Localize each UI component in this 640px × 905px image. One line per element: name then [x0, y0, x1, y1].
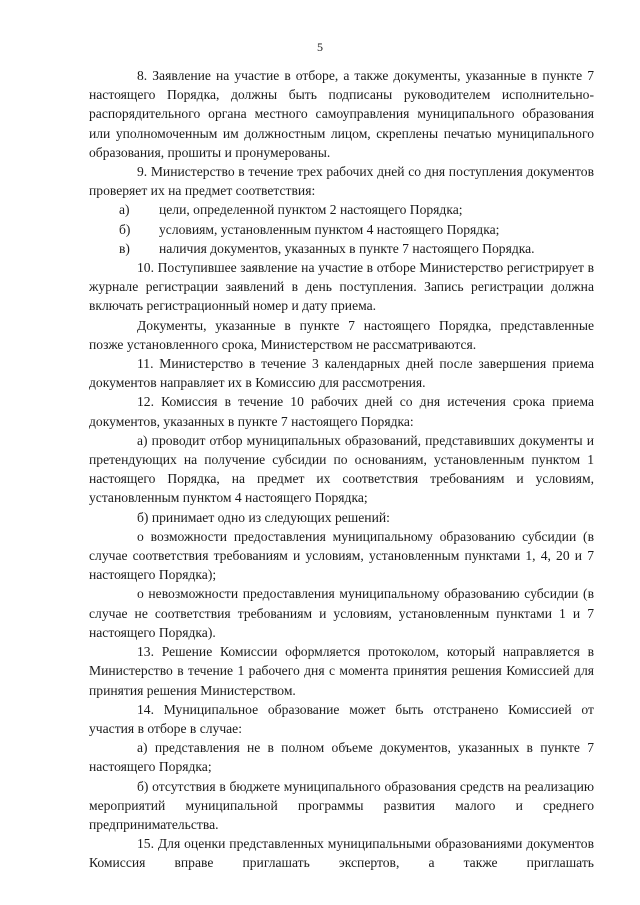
list-item [89, 200, 594, 219]
paragraph-8: 8. Заявление на участие в отборе, а также документы, указанные в пункте 7 настоящего Порядка, должны быть подписаны руководителем исполнительно-распорядительного органа местного самоуправления муниципального образования или уполномоченным им должностным лицом, скреплены печатью муниципального образования, прошиты и пронумерованы. [89, 68, 594, 160]
paragraph-12-b: б) принимает одно из следующих решений: [137, 509, 390, 525]
paragraph-14-a: а) представления не в полном объеме документов, указанных в пункте 7 настоящего Порядка; [89, 740, 594, 775]
paragraph-13: 13. Решение Комиссии оформляется протоколом, который направляется в Министерство в течение 1 рабочего дня с момента принятия решения Комиссией для принятия решения Министерством. [89, 644, 594, 698]
paragraph-12: 12. Комиссия в течение 10 рабочих дней со дня истечения срока приема документов, указанных в пункте 7 настоящего Порядка: [89, 394, 594, 429]
paragraph-9: 9. Министерство в течение трех рабочих дней со дня поступления документов проверяет их на предмет соответствия: [89, 164, 594, 199]
list-item-marker: б) [119, 221, 131, 237]
document-body [89, 66, 594, 873]
paragraph-11: 11. Министерство в течение 3 календарных дней после завершения приема документов направляет их в Комиссию для рассмотрения. [89, 356, 594, 391]
paragraph-14: 14. Муниципальное образование может быть отстранено Комиссией от участия в отборе в случае: [89, 701, 594, 736]
paragraph-12-b-possible: о возможности предоставления муниципальному образованию субсидии (в случае соответствия требованиям и условиям, установленным пунктами 1, 4, 20 и 7 настоящего Порядка); [89, 528, 594, 583]
list-item-text: цели, определенной пунктом 2 настоящего Порядка; [159, 202, 463, 218]
paragraph-10: 10. Поступившее заявление на участие в отборе Министерство регистрирует в журнале регистрации заявлений в день поступления. Запись регистрации должна включать регистрационный номер и дату приема. [89, 260, 594, 314]
paragraph-10-documents: Документы, указанные в пункте 7 настоящего Порядка, представленные позже установленного срока, Министерством не рассматриваются. [89, 317, 594, 352]
list-item-marker: а) [119, 202, 130, 218]
list-item [89, 220, 594, 239]
paragraph-12-a: а) проводит отбор муниципальных образований, представивших документы и претендующих на получение субсидии по основаниям, установленным пунктом 1 настоящего Порядка, на предмет их соответствия требованиям и условиям, установленным пунктом 4 настоящего Порядка; [89, 432, 594, 506]
list-item-text: наличия документов, указанных в пункте 7 настоящего Порядка. [159, 240, 535, 256]
paragraph-15: 15. Для оценки представленных муниципальными образованиями документов Комиссия вправе приглашать экспертов, а также приглашать [89, 836, 594, 871]
paragraph-12-b-impossible: о невозможности предоставления муниципальному образованию субсидии (в случае не соответствия требованиям и условиям, установленным пунктами 1 и 7 настоящего Порядка). [89, 586, 594, 640]
list-item [89, 239, 594, 258]
list-item-marker: в) [119, 240, 130, 256]
list-item-text: условиям, установленным пунктом 4 настоящего Порядка; [159, 221, 500, 237]
page-number: 5 [317, 40, 323, 54]
paragraph-14-b: б) отсутствия в бюджете муниципального образования средств на реализацию мероприятий муниципальной программы развития малого и среднего предпринимательства. [89, 778, 594, 832]
